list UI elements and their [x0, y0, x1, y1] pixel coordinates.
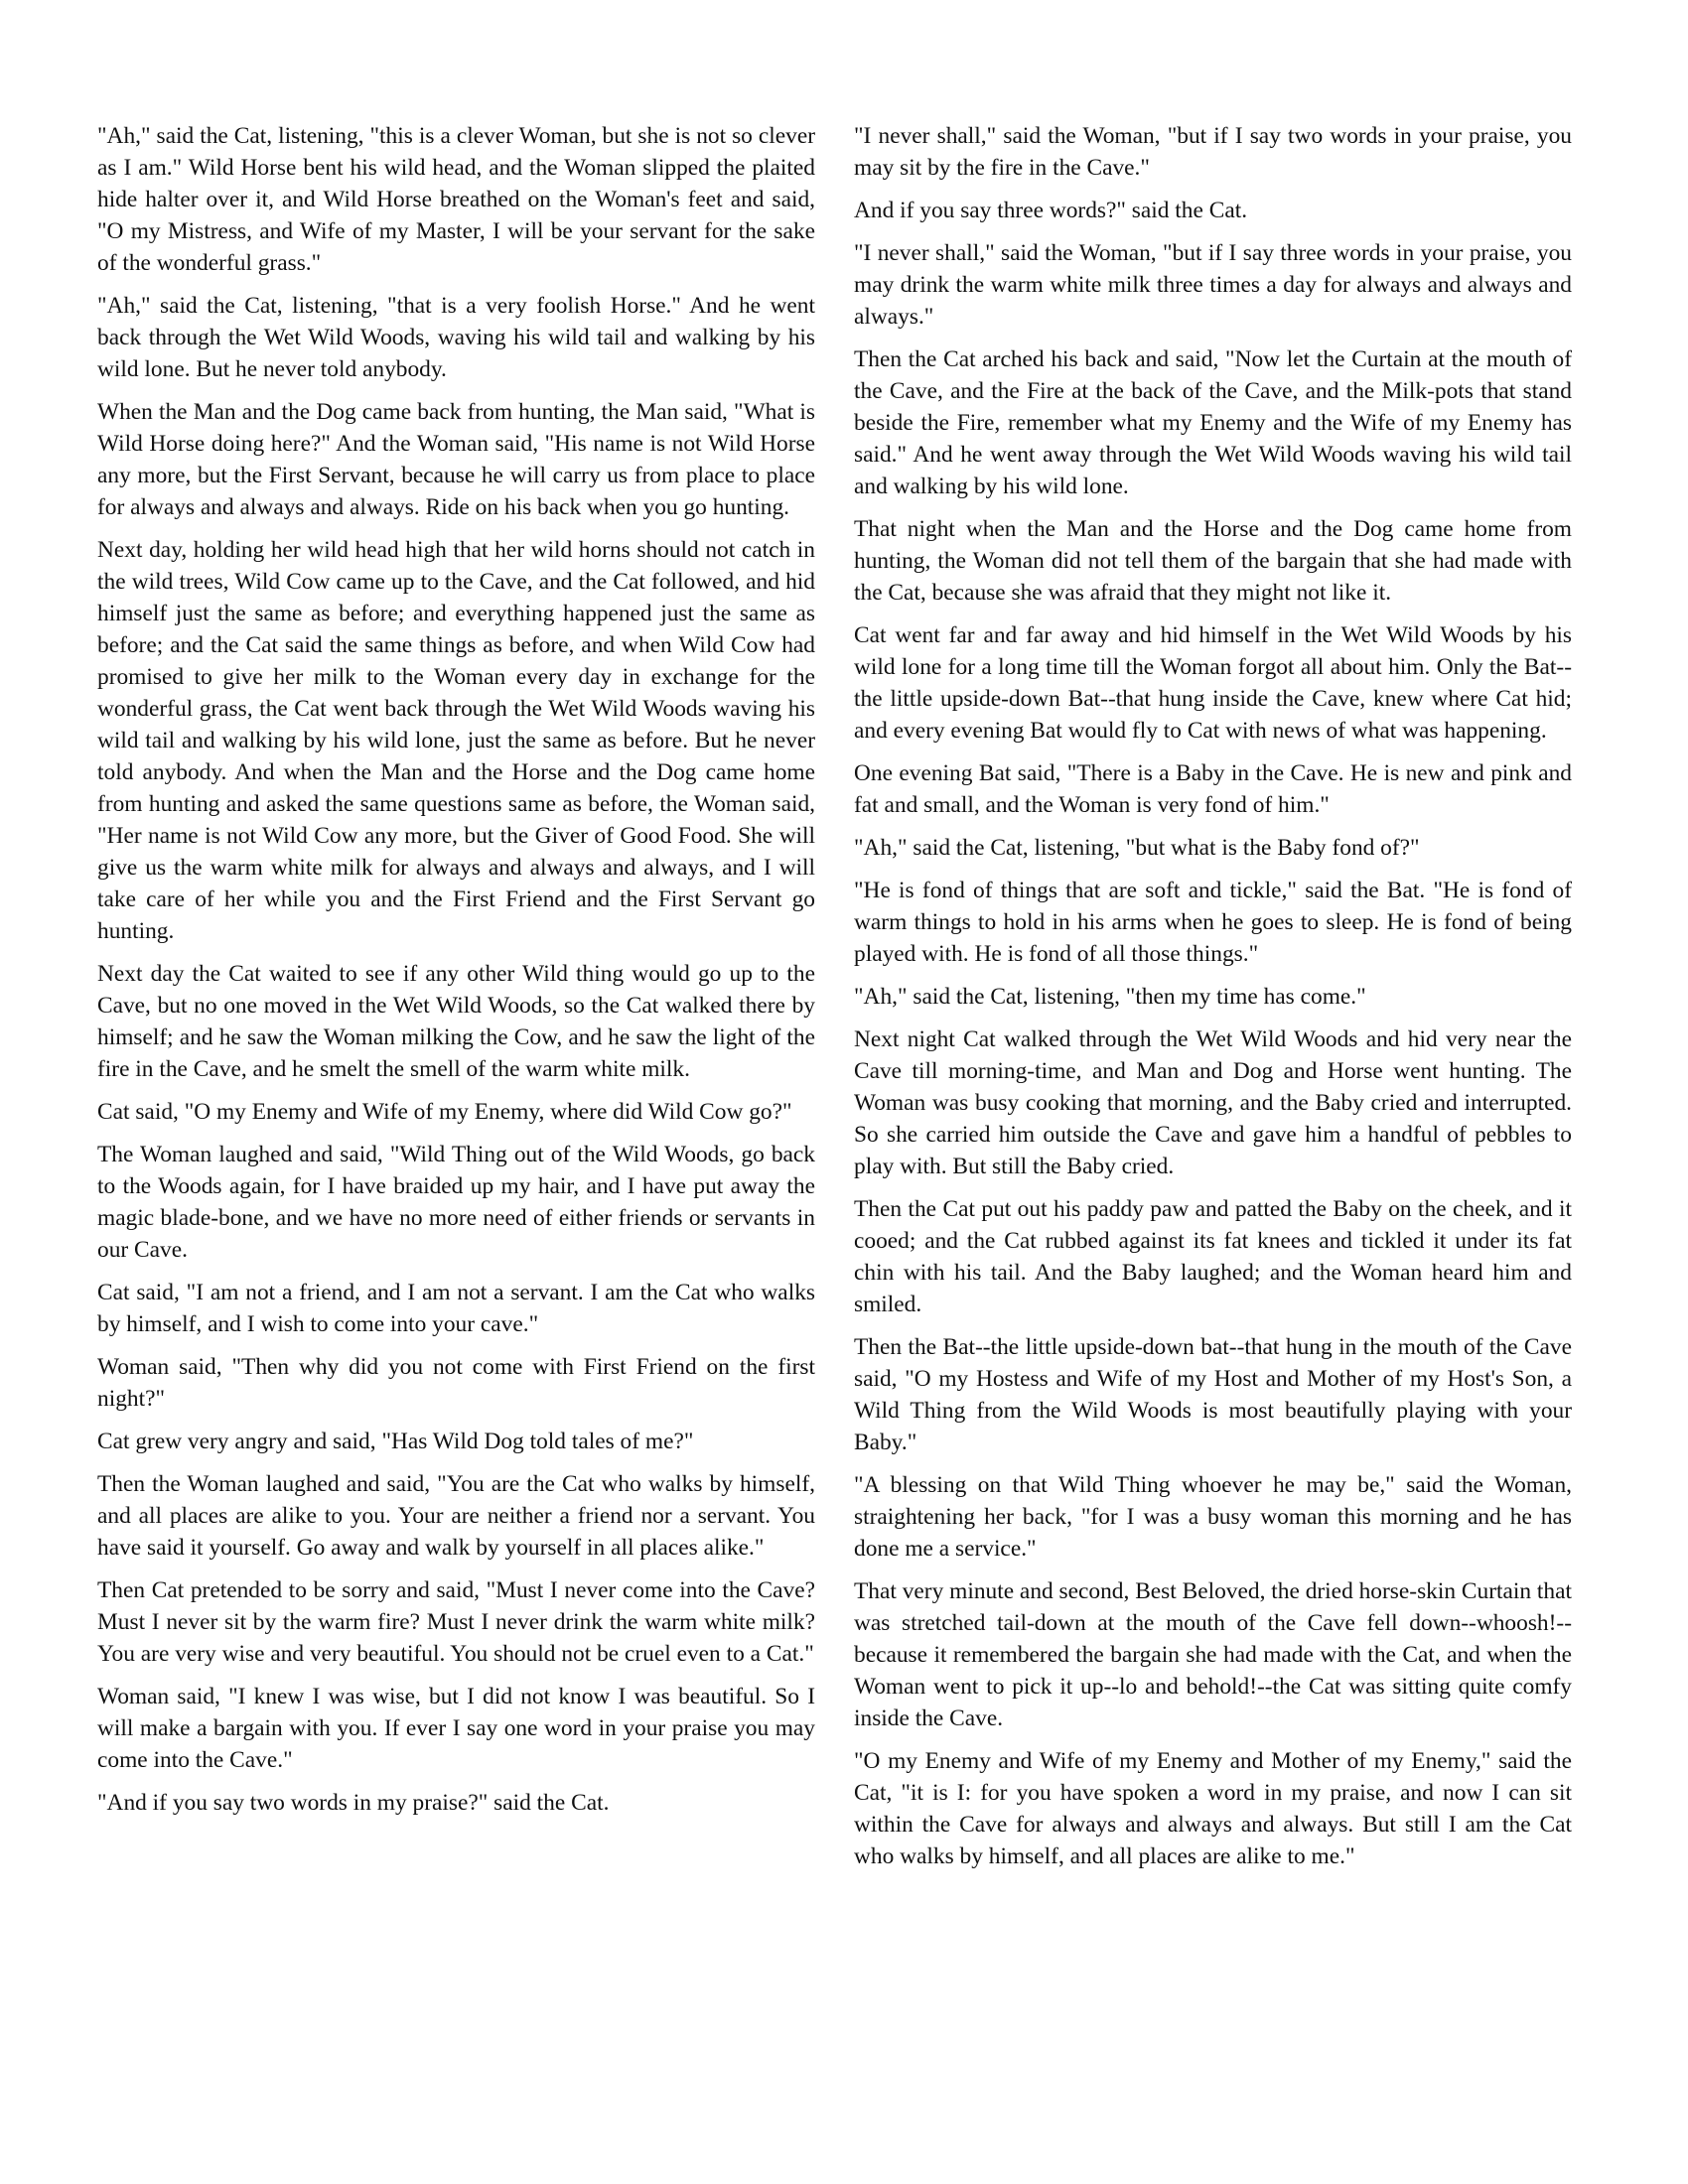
- paragraph: That night when the Man and the Horse and the Dog came home from hunting, the Woman did not tell them of the bargain that she had made with the Cat, because she was afraid that they might not like it.: [854, 516, 1572, 606]
- paragraph: Next night Cat walked through the Wet Wild Woods and hid very near the Cave till morning-time, and Man and Dog and Horse went hunting. The Woman was busy cooking that morning, and the Baby cried and interrupted. So she carried him outside the Cave and gave him a handful of pebbles to play with. But still the Baby cried.: [854, 1026, 1572, 1179]
- right-column: [854, 120, 1572, 2106]
- paragraph: Then the Cat put out his paddy paw and patted the Baby on the cheek, and it cooed; and the Cat rubbed against its fat knees and tickled it under its fat chin with his tail. And the Baby laughed; and the Woman heard him and smiled.: [854, 1196, 1572, 1317]
- paragraph: Woman said, "I knew I was wise, but I did not know I was beautiful. So I will make a bargain with you. If ever I say one word in your praise you may come into the Cave.": [97, 1684, 815, 1773]
- paragraph: Next day, holding her wild head high that her wild horns should not catch in the wild trees, Wild Cow came up to the Cave, and the Cat followed, and hid himself just the same as before; and everything happened just the same as before; and the Cat said the same things as before, and when Wild Cow had promised to give her milk to the Woman every day in exchange for the wonderful grass, the Cat went back through the Wet Wild Woods waving his wild tail and walking by his wild lone, just the same as before. But he never told anybody. And when the Man and the Horse and the Dog came home from hunting and asked the same questions same as before, the Woman said, "Her name is not Wild Cow any more, but the Giver of Good Food. She will give us the warm white milk for always and always and always, and I will take care of her while you and the First Friend and the First Servant go hunting.: [97, 537, 815, 944]
- paragraph: One evening Bat said, "There is a Baby in the Cave. He is new and pink and fat and small, and the Woman is very fond of him.": [854, 760, 1572, 818]
- paragraph: That very minute and second, Best Beloved, the dried horse-skin Curtain that was stretched tail-down at the mouth of the Cave fell down--whoosh!--because it remembered the bargain she had made with the Cat, and when the Woman went to pick it up--lo and behold!--the Cat was sitting quite comfy inside the Cave.: [854, 1578, 1572, 1731]
- paragraph: The Woman laughed and said, "Wild Thing out of the Wild Woods, go back to the Woods again, for I have braided up my hair, and I have put away the magic blade-bone, and we have no more need of either friends or servants in our Cave.: [97, 1142, 815, 1263]
- paragraph: Cat grew very angry and said, "Has Wild Dog told tales of me?": [97, 1429, 694, 1454]
- paragraph: Then Cat pretended to be sorry and said, "Must I never come into the Cave? Must I never sit by the warm fire? Must I never drink the warm white milk? You are very wise and very beautiful. You should not be cruel even to a Cat.": [97, 1577, 815, 1667]
- paragraph: "Ah," said the Cat, listening, "but what is the Baby fond of?": [854, 835, 1420, 861]
- paragraph: "Ah," said the Cat, listening, "this is a clever Woman, but she is not so clever as I am." Wild Horse bent his wild head, and the Woman slipped the plaited hide halter over it, and Wild Horse breathed on the Woman's feet and said, "O my Mistress, and Wife of my Master, I will be your servant for the sake of the wonderful grass.": [97, 123, 815, 276]
- paragraph: "I never shall," said the Woman, "but if I say two words in your praise, you may sit by the fire in the Cave.": [854, 123, 1572, 181]
- paragraph: Next day the Cat waited to see if any other Wild thing would go up to the Cave, but no one moved in the Wet Wild Woods, so the Cat walked there by himself; and he saw the Woman milking the Cow, and he saw the light of the fire in the Cave, and he smelt the smell of the warm white milk.: [97, 961, 815, 1082]
- paragraph: Cat said, "O my Enemy and Wife of my Enemy, where did Wild Cow go?": [97, 1099, 792, 1125]
- paragraph: "Ah," said the Cat, listening, "that is a very foolish Horse." And he went back through the Wet Wild Woods, waving his wild tail and walking by his wild lone. But he never told anybody.: [97, 293, 815, 382]
- left-column: [97, 120, 815, 2106]
- paragraph: Cat went far and far away and hid himself in the Wet Wild Woods by his wild lone for a long time till the Woman forgot all about him. Only the Bat--the little upside-down Bat--that hung inside the Cave, knew where Cat hid; and every evening Bat would fly to Cat with news of what was happening.: [854, 622, 1572, 744]
- paragraph: "I never shall," said the Woman, "but if I say three words in your praise, you may drink the warm white milk three times a day for always and always and always.": [854, 240, 1572, 330]
- document-page: [97, 120, 1572, 2106]
- paragraph: Then the Bat--the little upside-down bat--that hung in the mouth of the Cave said, "O my Hostess and Wife of my Host and Mother of my Host's Son, a Wild Thing from the Wild Woods is most beautifully playing with your Baby.": [854, 1334, 1572, 1455]
- paragraph: When the Man and the Dog came back from hunting, the Man said, "What is Wild Horse doing here?" And the Woman said, "His name is not Wild Horse any more, but the First Servant, because he will carry us from place to place for always and always and always. Ride on his back when you go hunting.: [97, 399, 815, 520]
- paragraph: Woman said, "Then why did you not come with First Friend on the first night?": [97, 1354, 815, 1412]
- paragraph: "Ah," said the Cat, listening, "then my time has come.": [854, 984, 1366, 1010]
- paragraph: And if you say three words?" said the Cat.: [854, 198, 1248, 223]
- paragraph: "O my Enemy and Wife of my Enemy and Mother of my Enemy," said the Cat, "it is I: for you have spoken a word in my praise, and now I can sit within the Cave for always and always and always. But still I am the Cat who walks by himself, and all places are alike to me.": [854, 1748, 1572, 1869]
- paragraph: "And if you say two words in my praise?" said the Cat.: [97, 1790, 610, 1816]
- paragraph: "A blessing on that Wild Thing whoever he may be," said the Woman, straightening her back, "for I was a busy woman this morning and he has done me a service.": [854, 1472, 1572, 1562]
- paragraph: Then the Cat arched his back and said, "Now let the Curtain at the mouth of the Cave, and the Fire at the back of the Cave, and the Milk-pots that stand beside the Fire, remember what my Enemy and the Wife of my Enemy has said." And he went away through the Wet Wild Woods waving his wild tail and walking by his wild lone.: [854, 346, 1572, 499]
- paragraph: Then the Woman laughed and said, "You are the Cat who walks by himself, and all places are alike to you. Your are neither a friend nor a servant. You have said it yourself. Go away and walk by yourself in all places alike.": [97, 1471, 815, 1561]
- paragraph: "He is fond of things that are soft and tickle," said the Bat. "He is fond of warm things to hold in his arms when he goes to sleep. He is fond of being played with. He is fond of all those things.": [854, 878, 1572, 967]
- paragraph: Cat said, "I am not a friend, and I am not a servant. I am the Cat who walks by himself, and I wish to come into your cave.": [97, 1280, 815, 1337]
